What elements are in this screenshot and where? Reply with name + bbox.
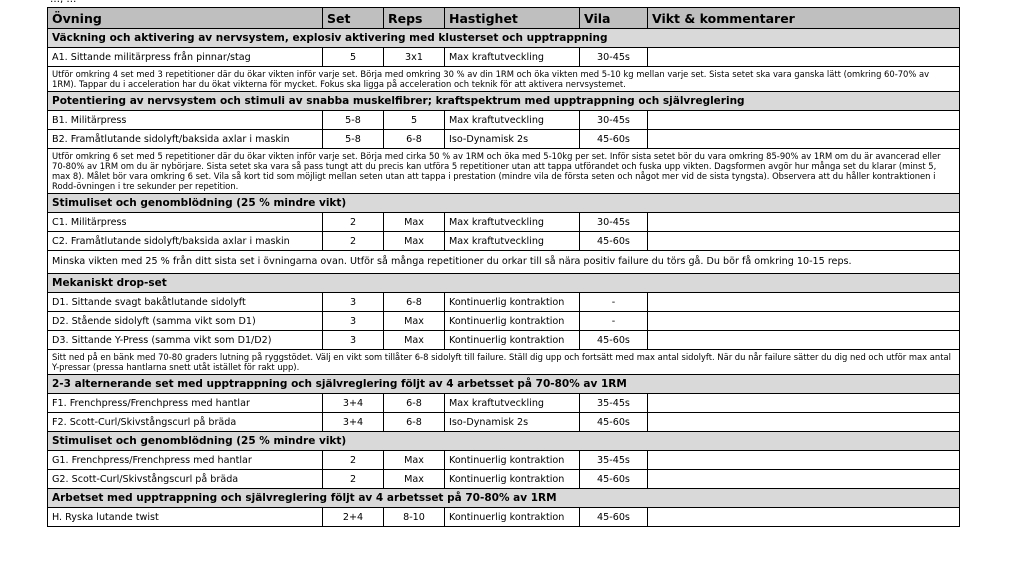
- speed-cell: Iso-Dynamisk 2s: [445, 413, 580, 432]
- section-title: Mekaniskt drop-set: [48, 274, 960, 293]
- column-header-reps: Reps: [384, 8, 445, 29]
- reps-cell: 6-8: [384, 394, 445, 413]
- rest-cell: 35-45s: [580, 394, 648, 413]
- reps-cell: Max: [384, 331, 445, 350]
- section-header-row: [48, 194, 960, 213]
- reps-cell: 6-8: [384, 130, 445, 149]
- speed-cell: Kontinuerlig kontraktion: [445, 293, 580, 312]
- reps-cell: Max: [384, 232, 445, 251]
- sets-cell: 5-8: [323, 130, 384, 149]
- table-row: [48, 213, 960, 232]
- table-row: [48, 111, 960, 130]
- exercise-cell: B2. Framåtlutande sidolyft/baksida axlar i maskin: [48, 130, 323, 149]
- exercise-cell: C1. Militärpress: [48, 213, 323, 232]
- reps-cell: 5: [384, 111, 445, 130]
- table-row: [48, 451, 960, 470]
- sets-cell: 2+4: [323, 508, 384, 527]
- section-title: Arbetset med upptrappning och självreglering följt av 4 arbetsset på 70-80% av 1RM: [48, 489, 960, 508]
- rest-cell: 45-60s: [580, 413, 648, 432]
- speed-cell: Kontinuerlig kontraktion: [445, 312, 580, 331]
- exercise-cell: C2. Framåtlutande sidolyft/baksida axlar i maskin: [48, 232, 323, 251]
- sets-cell: 3+4: [323, 394, 384, 413]
- exercise-cell: D1. Sittande svagt bakåtlutande sidolyft: [48, 293, 323, 312]
- section-title: 2-3 alternerande set med upptrappning och självreglering följt av 4 arbetsset på 70-80% av 1RM: [48, 375, 960, 394]
- section-header-row: [48, 375, 960, 394]
- instruction-note-row: [48, 350, 960, 375]
- sets-cell: 2: [323, 470, 384, 489]
- section-header-row: [48, 489, 960, 508]
- section-title: Potentiering av nervsystem och stimuli av snabba muskelfibrer; kraftspektrum med upptrappning och självreglering: [48, 92, 960, 111]
- reps-cell: 6-8: [384, 293, 445, 312]
- table-row: [48, 413, 960, 432]
- weight-comment-cell[interactable]: [648, 470, 960, 489]
- sets-cell: 3: [323, 331, 384, 350]
- weight-comment-cell[interactable]: [648, 130, 960, 149]
- exercise-cell: F1. Frenchpress/Frenchpress med hantlar: [48, 394, 323, 413]
- section-title: Stimuliset och genomblödning (25 % mindre vikt): [48, 432, 960, 451]
- training-program-table: [47, 7, 960, 527]
- section-title: Stimuliset och genomblödning (25 % mindre vikt): [48, 194, 960, 213]
- weight-comment-cell[interactable]: [648, 312, 960, 331]
- weight-comment-cell[interactable]: [648, 413, 960, 432]
- instruction-note-row: [48, 251, 960, 274]
- rest-cell: 30-45s: [580, 111, 648, 130]
- rest-cell: 30-45s: [580, 213, 648, 232]
- table-row: [48, 312, 960, 331]
- table-row: [48, 130, 960, 149]
- speed-cell: Max kraftutveckling: [445, 111, 580, 130]
- exercise-cell: B1. Militärpress: [48, 111, 323, 130]
- speed-cell: Kontinuerlig kontraktion: [445, 508, 580, 527]
- rest-cell: 30-45s: [580, 48, 648, 67]
- weight-comment-cell[interactable]: [648, 232, 960, 251]
- reps-cell: Max: [384, 451, 445, 470]
- weight-comment-cell[interactable]: [648, 451, 960, 470]
- reps-cell: Max: [384, 470, 445, 489]
- reps-cell: 6-8: [384, 413, 445, 432]
- reps-cell: Max: [384, 312, 445, 331]
- rest-cell: 35-45s: [580, 451, 648, 470]
- speed-cell: Kontinuerlig kontraktion: [445, 470, 580, 489]
- instruction-note-row: [48, 149, 960, 194]
- sets-cell: 5-8: [323, 111, 384, 130]
- column-header-sets: Set: [323, 8, 384, 29]
- sets-cell: 3: [323, 312, 384, 331]
- table-row: [48, 48, 960, 67]
- speed-cell: Iso-Dynamisk 2s: [445, 130, 580, 149]
- exercise-cell: D3. Sittande Y-Press (samma vikt som D1/D2): [48, 331, 323, 350]
- speed-cell: Kontinuerlig kontraktion: [445, 451, 580, 470]
- exercise-cell: A1. Sittande militärpress från pinnar/stag: [48, 48, 323, 67]
- speed-cell: Max kraftutveckling: [445, 48, 580, 67]
- instruction-note-row: [48, 67, 960, 92]
- speed-cell: Kontinuerlig kontraktion: [445, 331, 580, 350]
- speed-cell: Max kraftutveckling: [445, 394, 580, 413]
- column-header-exercise: Övning: [48, 8, 323, 29]
- exercise-cell: G2. Scott-Curl/Skivstångscurl på bräda: [48, 470, 323, 489]
- section-header-row: [48, 432, 960, 451]
- table-row: [48, 293, 960, 312]
- column-header-rest: Vila: [580, 8, 648, 29]
- table-row: [48, 508, 960, 527]
- table-header-row: [48, 8, 960, 29]
- section-header-row: [48, 92, 960, 111]
- reps-cell: Max: [384, 213, 445, 232]
- exercise-cell: F2. Scott-Curl/Skivstångscurl på bräda: [48, 413, 323, 432]
- rest-cell: 45-60s: [580, 232, 648, 251]
- rest-cell: 45-60s: [580, 470, 648, 489]
- instruction-note: Utför omkring 4 set med 3 repetitioner där du ökar vikten inför varje set. Börja med omkring 30 % av din 1RM och öka vikten med 5-10 kg mellan varje set. Sista setet ska vara ganska lätt (omkring 60-70% av 1RM). Tappar du i acceleration har du ökat vikterna för mycket. Fokus ska ligga på acceleration och teknik för att aktivera nervsystemet.: [48, 67, 960, 92]
- weight-comment-cell[interactable]: [648, 331, 960, 350]
- instruction-note: Utför omkring 6 set med 5 repetitioner där du ökar vikten inför varje set. Börja med cirka 50 % av 1RM och öka med 5-10kg per set. Inför sista setet bör du vara omkring 85-90% av 1RM om du är avancerad eller 70-80% av 1RM om du är nybörjare. Sista setet ska vara så pass tungt att du precis kan utföra 5 repetitioner utan att tappa utförandet och fuska upp vikten. Dagsformen avgör hur många set du klarar (minst 5, max 8). Målet bör vara omkring 6 set. Vila så kort tid som möjligt mellan seten utan att tappa i prestation (mindre vila de första seten och något mer vid de sista tyngsta). Observera att du håller kontraktionen i Rodd-övningen i tre sekunder per repetition.: [48, 149, 960, 194]
- table-row: [48, 470, 960, 489]
- speed-cell: Max kraftutveckling: [445, 213, 580, 232]
- table-body: [48, 29, 960, 527]
- exercise-cell: D2. Stående sidolyft (samma vikt som D1): [48, 312, 323, 331]
- cropped-top-text: [50, 0, 76, 4]
- column-header-weight-comments: Vikt & kommentarer: [648, 8, 960, 29]
- rest-cell: 45-60s: [580, 331, 648, 350]
- reps-cell: 3x1: [384, 48, 445, 67]
- table-row: [48, 232, 960, 251]
- sets-cell: 2: [323, 232, 384, 251]
- weight-comment-cell[interactable]: [648, 394, 960, 413]
- table-row: [48, 331, 960, 350]
- sets-cell: 2: [323, 213, 384, 232]
- sets-cell: 3+4: [323, 413, 384, 432]
- table-row: [48, 394, 960, 413]
- weight-comment-cell[interactable]: [648, 213, 960, 232]
- rest-cell: -: [580, 293, 648, 312]
- reps-cell: 8-10: [384, 508, 445, 527]
- exercise-cell: G1. Frenchpress/Frenchpress med hantlar: [48, 451, 323, 470]
- section-title: Väckning och aktivering av nervsystem, explosiv aktivering med klusterset och upptrappning: [48, 29, 960, 48]
- weight-comment-cell[interactable]: [648, 111, 960, 130]
- sets-cell: 5: [323, 48, 384, 67]
- instruction-note: Sitt ned på en bänk med 70-80 graders lutning på ryggstödet. Välj en vikt som tillåter 6-8 sidolyft till failure. Ställ dig upp och fortsätt med max antal sidolyft. När du når failure sätter du dig ned och utför max antal Y-pressar (pressa hantlarna snett utåt istället för rakt upp).: [48, 350, 960, 375]
- sets-cell: 3: [323, 293, 384, 312]
- rest-cell: 45-60s: [580, 508, 648, 527]
- exercise-cell: H. Ryska lutande twist: [48, 508, 323, 527]
- column-header-speed: Hastighet: [445, 8, 580, 29]
- weight-comment-cell[interactable]: [648, 48, 960, 67]
- weight-comment-cell[interactable]: [648, 293, 960, 312]
- weight-comment-cell[interactable]: [648, 508, 960, 527]
- rest-cell: 45-60s: [580, 130, 648, 149]
- rest-cell: -: [580, 312, 648, 331]
- sets-cell: 2: [323, 451, 384, 470]
- instruction-note: Minska vikten med 25 % från ditt sista set i övningarna ovan. Utför så många repetitioner du orkar till så nära positiv failure du törs gå. Du bör få omkring 10-15 reps.: [48, 251, 960, 274]
- section-header-row: [48, 274, 960, 293]
- speed-cell: Max kraftutveckling: [445, 232, 580, 251]
- section-header-row: [48, 29, 960, 48]
